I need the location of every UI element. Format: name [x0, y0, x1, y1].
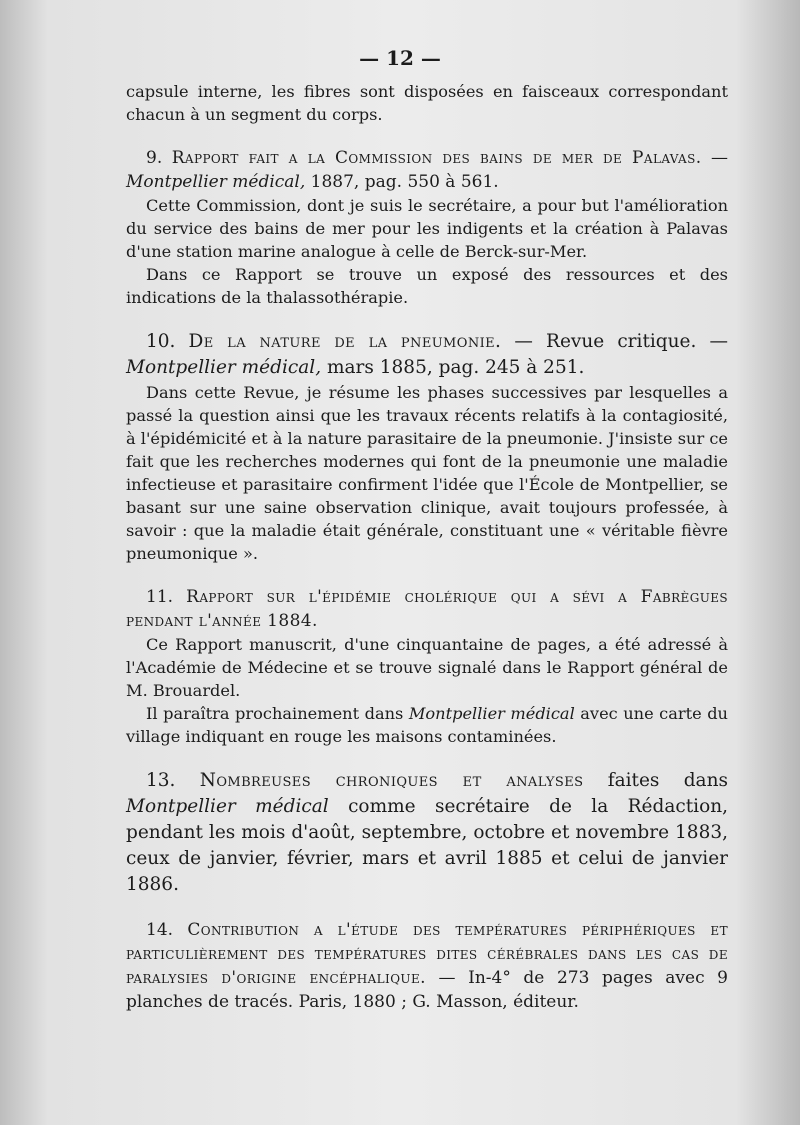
entry-dash: —	[701, 148, 728, 168]
entry-number: 10.	[146, 331, 176, 352]
entry-heading	[126, 585, 728, 633]
entry-paragraph	[126, 702, 728, 748]
journal-name: Montpellier médical,	[126, 357, 322, 378]
paragraph-text: Il paraîtra prochainement dans	[146, 704, 409, 723]
entry-title: Rapport sur l'épidémie cholérique qui a sévi a Fabrègues pendant l'année 1884.	[126, 587, 728, 631]
entry-details: 1887, pag. 550 à 561.	[305, 172, 499, 192]
entry-text: faites dans	[583, 770, 728, 791]
entry-heading	[126, 329, 728, 381]
entry-number: 9.	[146, 148, 163, 168]
entry-paragraph: Dans cette Revue, je résume les phases successives par lesquelles a passé la question ainsi que les travaux récents relatifs à la contagiosité, à l'épidémicité et à la nature parasitaire de la pneumonie. J'insiste sur ce fait que les recherches modernes qui font de la pneumonie une maladie infectieuse et parasitaire confirment l'idée que l'École de Montpellier, se basant sur une saine observation clinique, avait toujours professée, à savoir : que la maladie était générale, constituant une « véritable fièvre pneumonique ».	[126, 383, 728, 563]
page-number: — 12 —	[359, 46, 441, 70]
entry-9	[126, 146, 728, 309]
journal-name: Montpellier médical	[126, 796, 329, 817]
entry-number: 13.	[146, 770, 176, 791]
journal-name: Montpellier médical,	[126, 172, 306, 192]
entry-title: Nombreuses chroniques et analyses	[199, 770, 584, 791]
entry-subtitle: — Revue critique. —	[501, 331, 728, 352]
entry-details: mars 1885, pag. 245 à 251.	[321, 357, 585, 378]
entry-paragraph: Cette Commission, dont je suis le secrétaire, a pour but l'amélioration du service des bains de mer pour les indigents et la création à Palavas d'une station marine analogue à celle de Berck-sur-Mer.	[126, 196, 728, 261]
entry-paragraph: Ce Rapport manuscrit, d'une cinquantaine de pages, a été adressé à l'Académie de Médecine et se trouve signalé dans le Rapport général de M. Brouardel.	[126, 635, 728, 700]
entry-11	[126, 585, 728, 748]
entry-10	[126, 329, 728, 565]
entry-details: — In-4° de 273 pages avec 9 planches de tracés. Paris, 1880 ; G. Masson, éditeur.	[126, 968, 728, 1012]
entry-title: Rapport fait a la Commission des bains de mer de Palavas.	[171, 148, 702, 168]
paragraph-text: avec une carte du village indiquant en rouge les maisons contaminées.	[126, 704, 728, 746]
intro-paragraph: capsule interne, les fibres sont disposées en faisceaux correspondant chacun à un segment du corps.	[126, 82, 728, 124]
entry-14	[126, 918, 728, 1014]
entry-13	[126, 768, 728, 898]
entry-title: De la nature de la pneumonie.	[188, 331, 502, 352]
entry-paragraph: Dans ce Rapport se trouve un exposé des ressources et des indications de la thalassothérapie.	[126, 265, 728, 307]
page-content	[126, 80, 728, 1014]
entry-heading	[126, 918, 728, 1014]
entry-number: 14.	[146, 920, 174, 940]
entry-heading	[126, 146, 728, 194]
journal-name: Montpellier médical	[408, 704, 575, 723]
entry-title: Contribution a l'étude des températures périphériques et particulièrement des températures dites cérébrales dans les cas de paralysies d'origine encéphalique.	[126, 920, 728, 988]
entry-heading	[126, 768, 728, 898]
entry-text: comme secrétaire de la Rédaction, pendant les mois d'août, septembre, octobre et novembre 1883, ceux de janvier, février, mars et avril 1885 et celui de janvier 1886.	[126, 796, 728, 895]
entry-number: 11.	[146, 587, 174, 607]
